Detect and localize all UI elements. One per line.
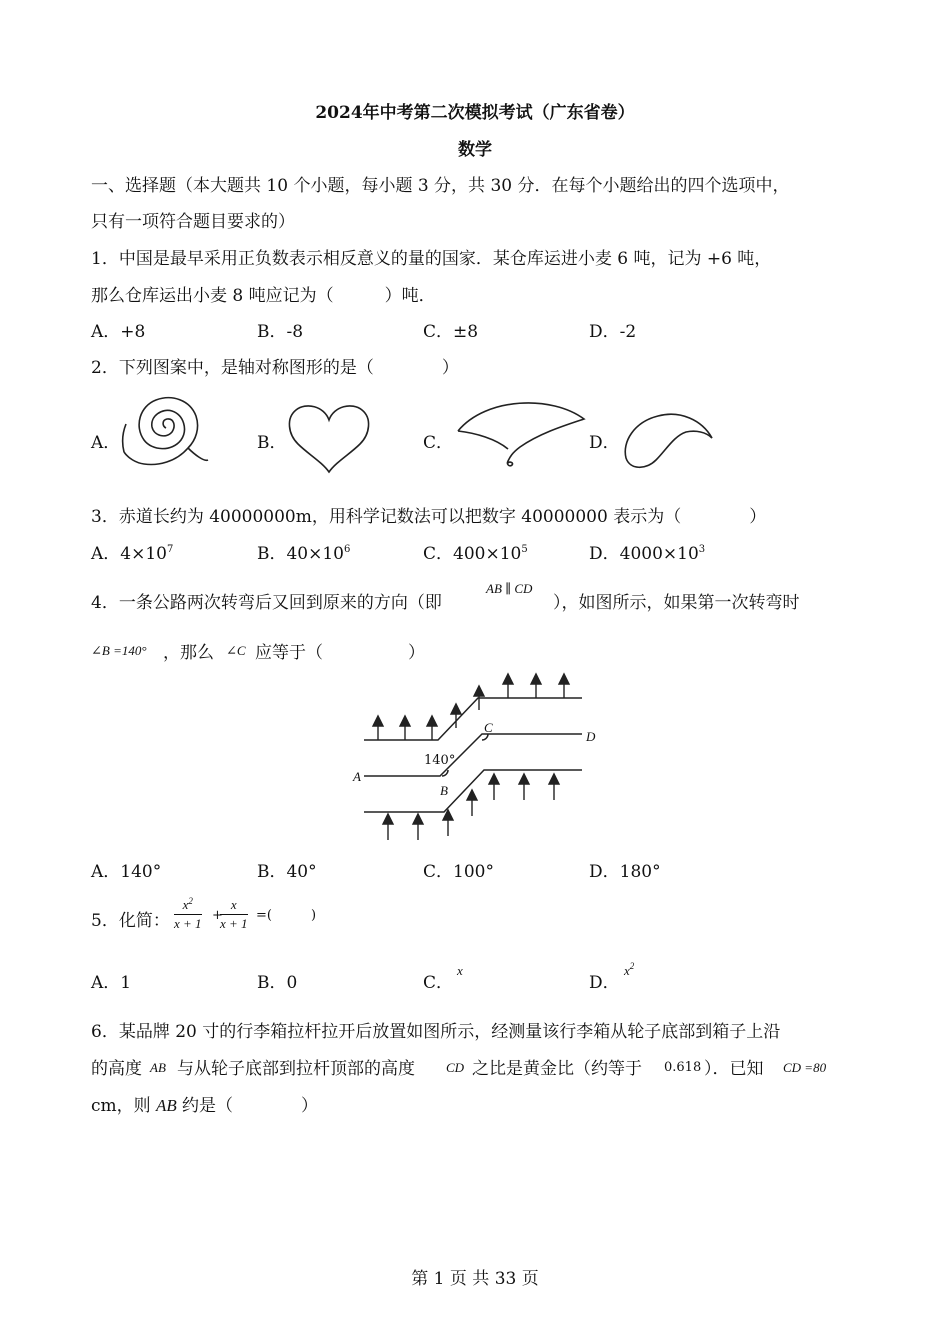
page-number: 第 1 页 共 33 页: [411, 1269, 539, 1289]
q3-option-c: [423, 543, 528, 565]
q5-option-c: C．: [423, 973, 454, 993]
q5-frac1-den: x + 1: [174, 916, 202, 931]
section-instructions-line1: 一、选择题（本大题共 10 个小题，每小题 3 分，共 30 分．在每个小题给出的四个选项中，: [91, 176, 790, 196]
q2-option-b: B．: [257, 433, 287, 453]
q4-angle-c: ∠C: [226, 643, 246, 658]
q5-plus: +: [212, 908, 223, 923]
q3-stem: 3．赤道长约为 40000000m，用科学记数法可以把数字 40000000 表示为（ ）: [91, 507, 767, 527]
road-diagram: [348, 670, 608, 848]
exam-title: 2024年中考第二次模拟考试（广东省卷）: [315, 103, 635, 123]
tree-icon: [373, 716, 383, 740]
road-angle-label: 140°: [424, 753, 456, 768]
q5-option-d-base: x: [624, 963, 630, 978]
q3-option-a: [91, 543, 173, 565]
q3-option-d: [589, 543, 705, 565]
q6-line2-a: 的高度: [91, 1059, 142, 1079]
q2-stem: 2．下列图案中，是轴对称图形的是（ ）: [91, 358, 459, 378]
q6-line3-a: cm，则: [91, 1096, 151, 1116]
tree-icon: [503, 674, 513, 698]
road-label-a: A: [353, 769, 361, 784]
tree-icon: [467, 790, 477, 816]
tree-icon: [443, 810, 453, 836]
q6-ab-2: AB: [156, 1096, 177, 1115]
tree-icon: [489, 774, 499, 800]
q2-option-d: D．: [589, 433, 620, 453]
road-label-b: B: [440, 783, 448, 798]
road-label-d: D: [586, 729, 596, 744]
q6-cd: CD: [446, 1060, 465, 1075]
tree-icon: [400, 716, 410, 740]
q4-option-b: B．40°: [257, 862, 317, 882]
q2-option-c: C．: [423, 433, 454, 453]
q3-option-a-exp: 7: [166, 544, 174, 555]
q5-stem: 5．化简：: [91, 911, 170, 931]
q4-ab-parallel-cd: AB ∥ CD: [486, 581, 533, 596]
q2-option-a: A．: [91, 433, 121, 453]
q4-line2-b: 应等于（ ）: [255, 643, 425, 663]
q3-option-c-exp: 5: [521, 544, 528, 555]
q3-option-c-base: C．400×10: [423, 544, 522, 564]
q4-option-a: A．140°: [91, 862, 162, 882]
q6-line2-c: 之比是黄金比（约等于: [472, 1059, 642, 1079]
q4-angle-b-value: ∠B =140°: [91, 643, 147, 658]
q3-option-d-exp: 3: [698, 544, 706, 555]
tree-icon: [559, 674, 569, 698]
section-instructions-line2: 只有一项符合题目要求的）: [91, 212, 295, 232]
q3-option-b-exp: 6: [344, 544, 351, 555]
tree-icon: [427, 716, 437, 740]
q4-option-d: D．180°: [589, 862, 661, 882]
heart-icon: [288, 402, 370, 474]
spiral-icon: [118, 388, 213, 476]
q4-line2-a: ，那么: [163, 643, 214, 663]
q6-cd-value: CD =80: [783, 1060, 827, 1075]
q4-option-c: C．100°: [423, 862, 494, 882]
q4-line1-b: ），如图所示，如果第一次转弯时: [553, 593, 800, 613]
q5-option-a: A．1: [91, 973, 132, 993]
road-label-c: C: [484, 720, 493, 735]
q3-option-d-base: D．4000×10: [589, 544, 699, 564]
tree-icon: [531, 674, 541, 698]
q5-option-d-math: [624, 960, 634, 982]
q5-option-c-math: x: [457, 963, 463, 978]
q1-option-d: D．-2: [589, 322, 637, 342]
q6-line2-d: ）．已知: [704, 1059, 764, 1079]
tree-icon: [549, 774, 559, 800]
tree-icon: [383, 814, 393, 840]
q6-line3-b: 约是（ ）: [182, 1096, 318, 1116]
q6-line1: 6．某品牌 20 寸的行李箱拉杆拉开后放置如图所示，经测量该行李箱从轮子底部到箱子上沿: [91, 1022, 781, 1042]
q6-line2-b: 与从轮子底部到拉杆顶部的高度: [177, 1059, 415, 1079]
q3-option-b-base: B．40×10: [257, 544, 345, 564]
q5-fraction-1: [174, 897, 202, 932]
q3-option-b: [257, 543, 350, 565]
q5-frac2-den: x + 1: [220, 916, 248, 931]
tree-icon: [519, 774, 529, 800]
q1-line1: 1．中国是最早采用正负数表示相反意义的量的国家．某仓库运进小麦 6 吨，记为 +6 吨，: [91, 249, 772, 269]
q5-frac1-num: x: [182, 897, 189, 912]
q1-option-b: B．-8: [257, 322, 304, 342]
q5-frac2-num: x: [220, 897, 248, 915]
q5-frac1-num-exp: 2: [188, 896, 193, 906]
q1-line2: 那么仓库运出小麦 8 吨应记为（ ）吨．: [91, 286, 436, 306]
q3-option-a-base: A．4×10: [91, 544, 167, 564]
tree-icon: [413, 814, 423, 840]
comma-shape-icon: [622, 412, 714, 470]
q1-option-c: C．±8: [423, 322, 479, 342]
subject-title: 数学: [458, 140, 492, 160]
q6-ab: AB: [150, 1060, 166, 1075]
q6-golden-ratio: 0.618: [664, 1060, 702, 1075]
q5-option-b: B．0: [257, 973, 298, 993]
q1-option-a: A．+8: [91, 322, 146, 342]
fan-icon: [456, 403, 588, 469]
q5-option-d-exp: 2: [629, 961, 635, 971]
q5-equals: =( ): [256, 908, 317, 923]
q5-option-d: D．: [589, 973, 620, 993]
q4-line1-a: 4．一条公路两次转弯后又回到原来的方向（即: [91, 593, 442, 613]
q5-fraction-2: [220, 897, 248, 932]
